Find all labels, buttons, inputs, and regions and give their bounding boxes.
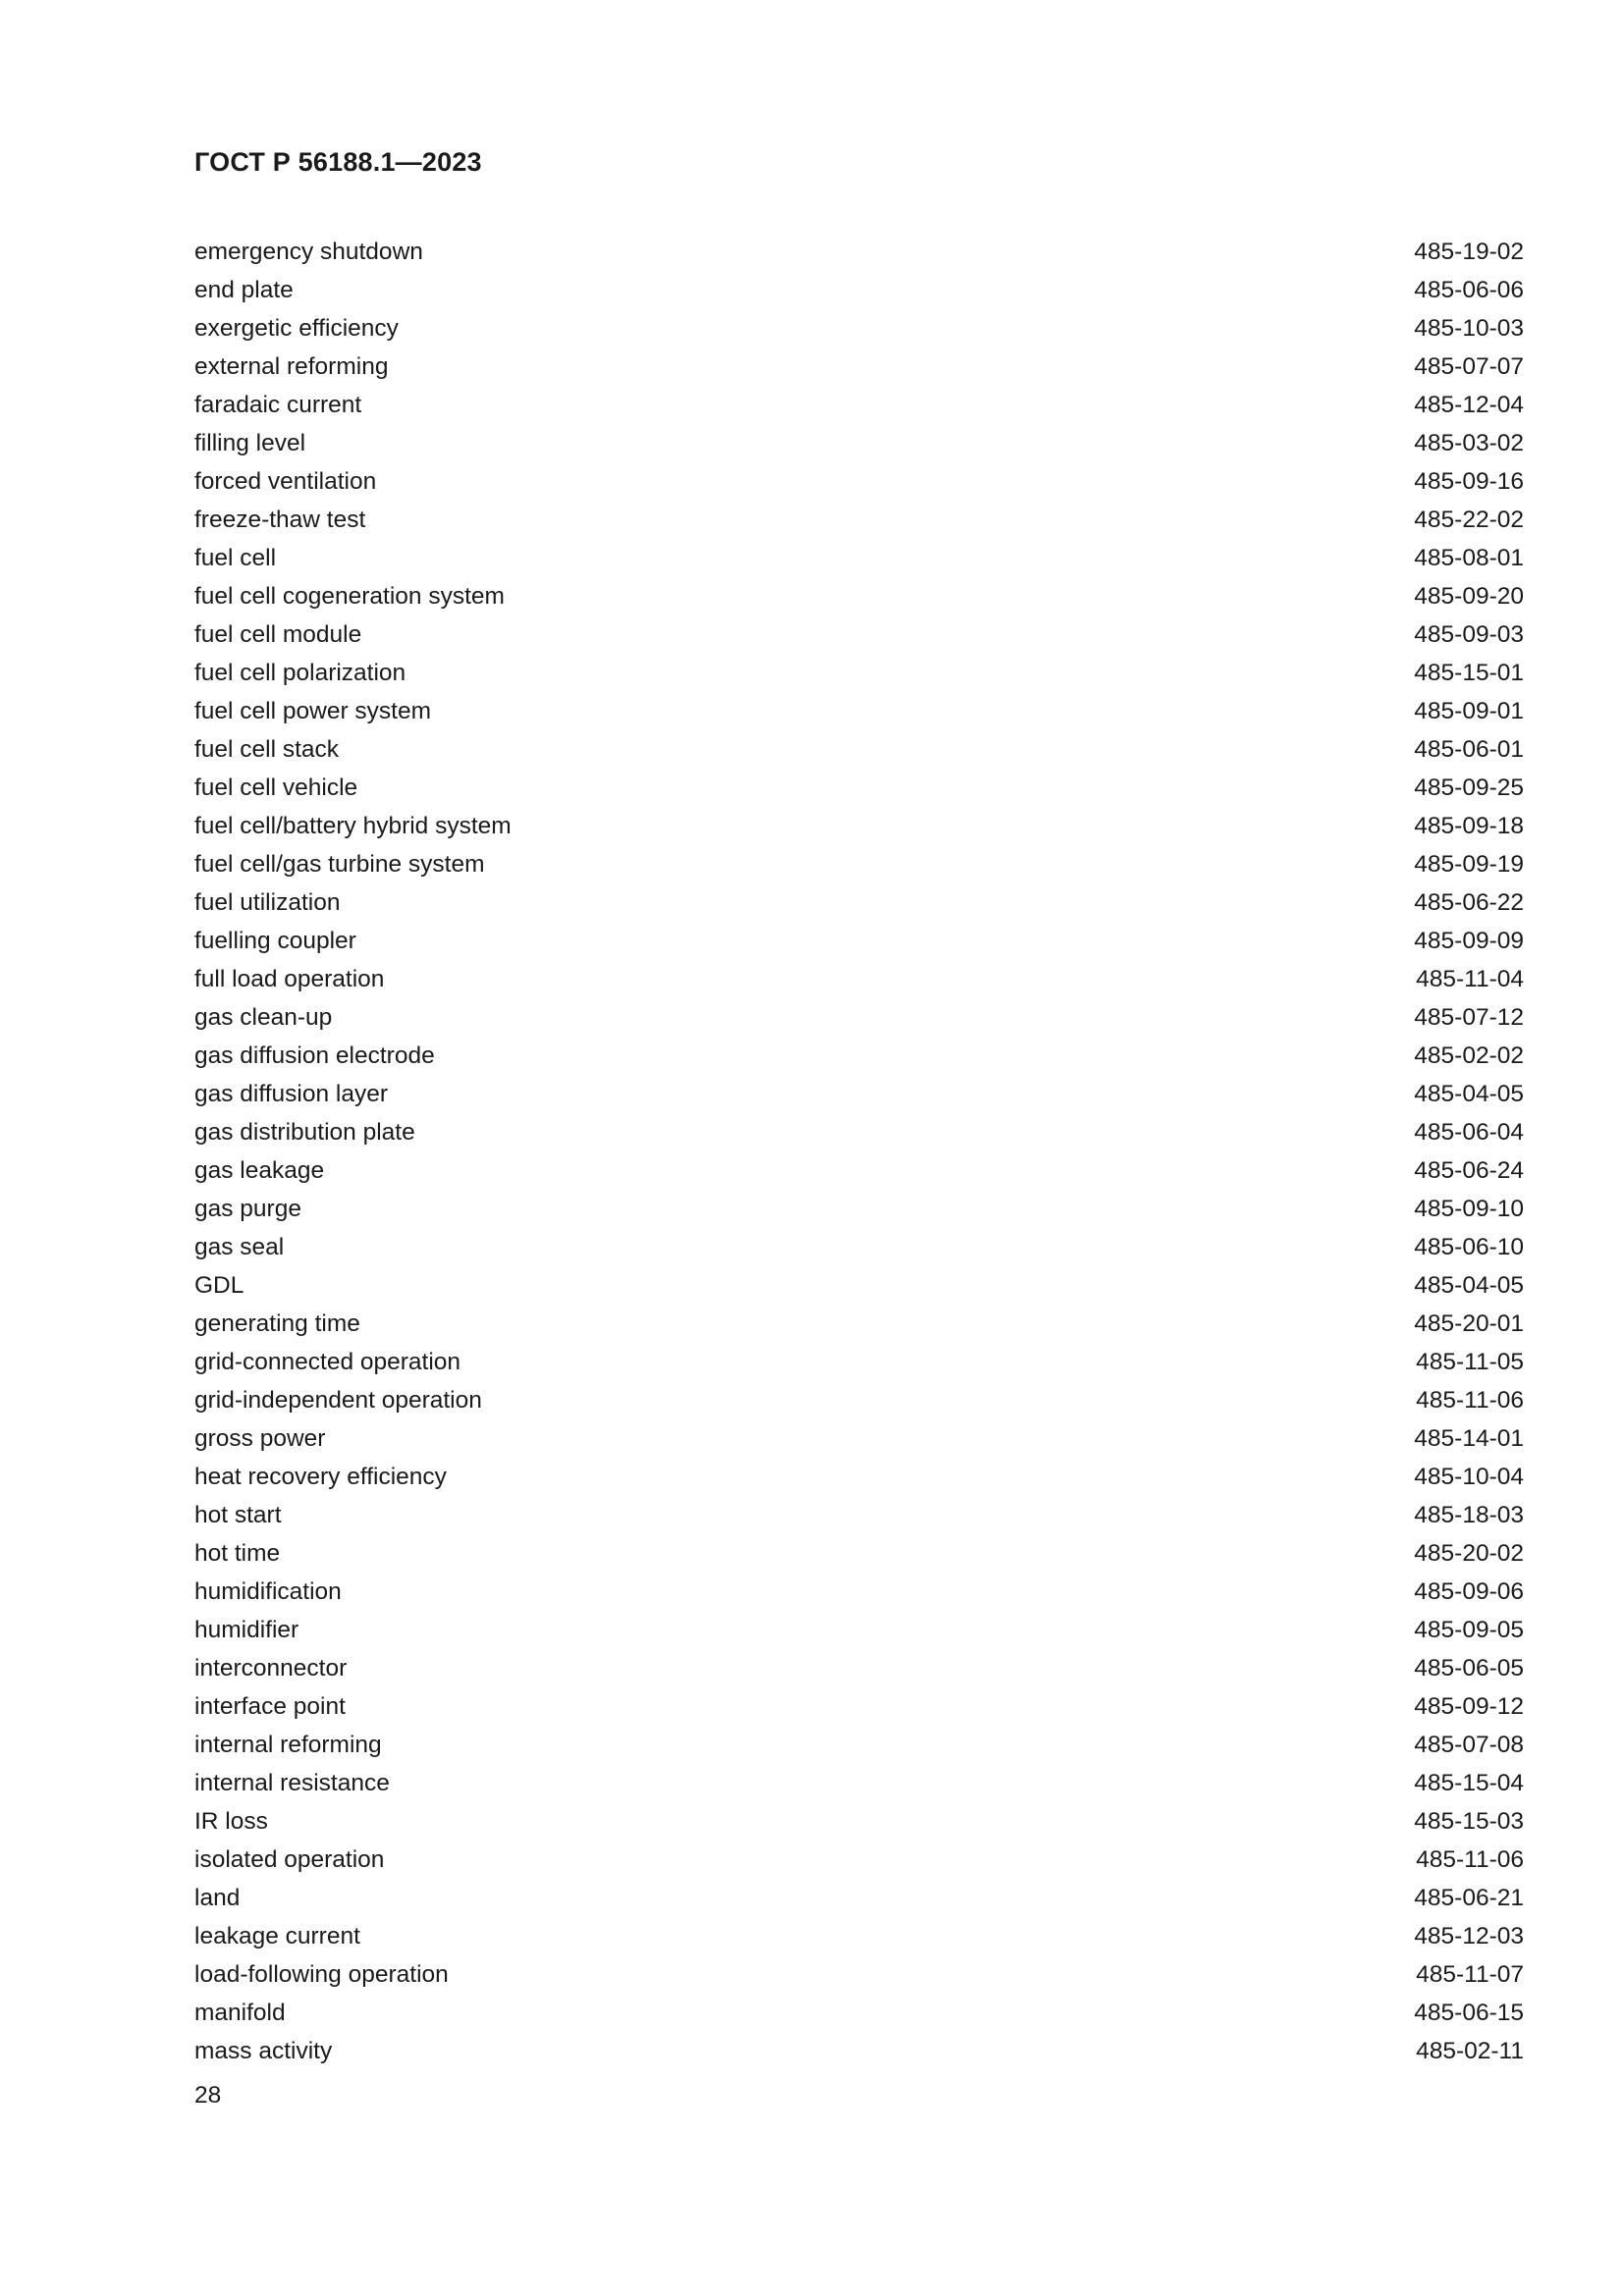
index-reference-number: 485-06-21: [1414, 1885, 1524, 1911]
index-entry: [194, 883, 1524, 922]
index-term: mass activity: [194, 2038, 333, 2064]
index-reference-number: 485-12-03: [1414, 1923, 1524, 1949]
index-entry: [194, 1496, 1524, 1534]
index-term: fuel cell polarization: [194, 660, 406, 686]
index-reference-number: 485-04-05: [1414, 1081, 1524, 1107]
index-reference-number: 485-06-24: [1414, 1157, 1524, 1184]
index-entry: [194, 1764, 1524, 1802]
index-entry: [194, 1534, 1524, 1573]
index-term: gas seal: [194, 1234, 285, 1260]
index-entry: [194, 615, 1524, 654]
index-term: gas leakage: [194, 1157, 325, 1184]
index-entry: [194, 730, 1524, 769]
index-entry: [194, 1687, 1524, 1726]
index-term: IR loss: [194, 1808, 268, 1835]
index-term: gas purge: [194, 1196, 301, 1222]
index-term: fuel cell power system: [194, 698, 432, 724]
index-term: fuel cell module: [194, 621, 362, 648]
index-entry: [194, 1458, 1524, 1496]
index-entry: [194, 462, 1524, 501]
index-term: GDL: [194, 1272, 244, 1299]
index-term: fuelling coupler: [194, 928, 356, 954]
index-term: end plate: [194, 277, 294, 303]
index-entry: [194, 233, 1524, 271]
index-term: grid-independent operation: [194, 1387, 482, 1414]
index-entry: [194, 347, 1524, 386]
index-reference-number: 485-09-16: [1414, 468, 1524, 495]
index-entry: [194, 1726, 1524, 1764]
index-term: gas diffusion layer: [194, 1081, 389, 1107]
index-term: isolated operation: [194, 1846, 385, 1873]
index-entry: [194, 692, 1524, 730]
index-entry: [194, 271, 1524, 309]
index-reference-number: 485-06-05: [1414, 1655, 1524, 1682]
index-term: forced ventilation: [194, 468, 377, 495]
index-reference-number: 485-11-04: [1416, 966, 1524, 992]
index-term: fuel cell cogeneration system: [194, 583, 505, 610]
index-reference-number: 485-22-02: [1414, 507, 1524, 533]
index-term: emergency shutdown: [194, 239, 423, 265]
index-entry: [194, 1228, 1524, 1266]
index-reference-number: 485-19-02: [1414, 239, 1524, 265]
index-reference-number: 485-09-20: [1414, 583, 1524, 610]
index-reference-number: 485-02-11: [1416, 2038, 1524, 2064]
index-term: gas distribution plate: [194, 1119, 415, 1146]
index-reference-number: 485-18-03: [1414, 1502, 1524, 1528]
index-reference-number: 485-09-03: [1414, 621, 1524, 648]
index-entry: [194, 577, 1524, 615]
index-term: gas diffusion electrode: [194, 1042, 435, 1069]
index-reference-number: 485-06-10: [1414, 1234, 1524, 1260]
index-reference-number: 485-09-06: [1414, 1578, 1524, 1605]
index-entry: [194, 1994, 1524, 2032]
index-entry: [194, 1841, 1524, 1879]
index-term: generating time: [194, 1310, 360, 1337]
index-reference-number: 485-20-02: [1414, 1540, 1524, 1567]
index-term: fuel cell/battery hybrid system: [194, 813, 512, 839]
index-reference-number: 485-06-01: [1414, 736, 1524, 763]
index-entry: [194, 1381, 1524, 1419]
index-term: humidifier: [194, 1617, 299, 1643]
index-reference-number: 485-20-01: [1414, 1310, 1524, 1337]
index-entry: [194, 1955, 1524, 1994]
index-term: filling level: [194, 430, 306, 456]
index-reference-number: 485-10-03: [1414, 315, 1524, 342]
page-number: 28: [194, 2082, 222, 2109]
index-term: humidification: [194, 1578, 342, 1605]
index-entry: [194, 1343, 1524, 1381]
index-reference-number: 485-11-06: [1416, 1846, 1524, 1873]
index-reference-number: 485-09-10: [1414, 1196, 1524, 1222]
index-term: leakage current: [194, 1923, 360, 1949]
index-reference-number: 485-14-01: [1414, 1425, 1524, 1452]
index-reference-number: 485-09-05: [1414, 1617, 1524, 1643]
index-term: internal reforming: [194, 1732, 382, 1758]
index-term: interface point: [194, 1693, 346, 1720]
index-term: fuel cell: [194, 545, 277, 571]
index-entry: [194, 1113, 1524, 1151]
index-entry: [194, 1075, 1524, 1113]
index-entry: [194, 1190, 1524, 1228]
index-reference-number: 485-09-25: [1414, 774, 1524, 801]
index-term: gross power: [194, 1425, 326, 1452]
index-entry: [194, 1802, 1524, 1841]
index-term: land: [194, 1885, 241, 1911]
index-entry: [194, 922, 1524, 960]
index-entry: [194, 1305, 1524, 1343]
index-term: fuel cell/gas turbine system: [194, 851, 485, 878]
index-reference-number: 485-15-01: [1414, 660, 1524, 686]
index-term: gas clean-up: [194, 1004, 333, 1031]
index-reference-number: 485-07-07: [1414, 353, 1524, 380]
index-reference-number: 485-06-15: [1414, 2000, 1524, 2026]
index-reference-number: 485-09-18: [1414, 813, 1524, 839]
index-reference-number: 485-15-04: [1414, 1770, 1524, 1796]
index-reference-number: 485-06-06: [1414, 277, 1524, 303]
index-list: [194, 233, 1524, 2070]
index-entry: [194, 1573, 1524, 1611]
index-reference-number: 485-08-01: [1414, 545, 1524, 571]
index-reference-number: 485-12-04: [1414, 392, 1524, 418]
index-entry: [194, 1151, 1524, 1190]
index-entry: [194, 2032, 1524, 2070]
index-entry: [194, 960, 1524, 998]
index-entry: [194, 845, 1524, 883]
index-reference-number: 485-09-01: [1414, 698, 1524, 724]
index-reference-number: 485-04-05: [1414, 1272, 1524, 1299]
index-term: hot time: [194, 1540, 281, 1567]
index-term: exergetic efficiency: [194, 315, 399, 342]
index-entry: [194, 1649, 1524, 1687]
index-reference-number: 485-11-06: [1416, 1387, 1524, 1414]
index-entry: [194, 1419, 1524, 1458]
index-term: freeze-thaw test: [194, 507, 366, 533]
index-reference-number: 485-02-02: [1414, 1042, 1524, 1069]
index-term: grid-connected operation: [194, 1349, 461, 1375]
index-reference-number: 485-11-07: [1416, 1961, 1524, 1988]
index-reference-number: 485-11-05: [1416, 1349, 1524, 1375]
index-reference-number: 485-15-03: [1414, 1808, 1524, 1835]
index-reference-number: 485-06-22: [1414, 889, 1524, 916]
index-term: fuel cell vehicle: [194, 774, 358, 801]
index-term: fuel cell stack: [194, 736, 340, 763]
index-entry: [194, 1879, 1524, 1917]
index-entry: [194, 309, 1524, 347]
page-header-title: ГОСТ Р 56188.1—2023: [194, 147, 482, 177]
index-entry: [194, 1611, 1524, 1649]
index-reference-number: 485-09-12: [1414, 1693, 1524, 1720]
index-entry: [194, 501, 1524, 539]
index-reference-number: 485-06-04: [1414, 1119, 1524, 1146]
index-entry: [194, 1037, 1524, 1075]
index-term: full load operation: [194, 966, 385, 992]
index-entry: [194, 769, 1524, 807]
index-term: hot start: [194, 1502, 282, 1528]
index-reference-number: 485-09-09: [1414, 928, 1524, 954]
index-reference-number: 485-10-04: [1414, 1464, 1524, 1490]
index-reference-number: 485-07-08: [1414, 1732, 1524, 1758]
index-term: faradaic current: [194, 392, 362, 418]
index-entry: [194, 1917, 1524, 1955]
index-term: manifold: [194, 2000, 286, 2026]
index-entry: [194, 998, 1524, 1037]
index-reference-number: 485-07-12: [1414, 1004, 1524, 1031]
index-entry: [194, 1266, 1524, 1305]
index-entry: [194, 424, 1524, 462]
index-entry: [194, 539, 1524, 577]
index-term: load-following operation: [194, 1961, 449, 1988]
index-entry: [194, 807, 1524, 845]
index-term: interconnector: [194, 1655, 348, 1682]
index-entry: [194, 386, 1524, 424]
index-reference-number: 485-03-02: [1414, 430, 1524, 456]
index-term: external reforming: [194, 353, 389, 380]
index-term: heat recovery efficiency: [194, 1464, 447, 1490]
index-entry: [194, 654, 1524, 692]
index-term: fuel utilization: [194, 889, 341, 916]
index-reference-number: 485-09-19: [1414, 851, 1524, 878]
index-term: internal resistance: [194, 1770, 390, 1796]
